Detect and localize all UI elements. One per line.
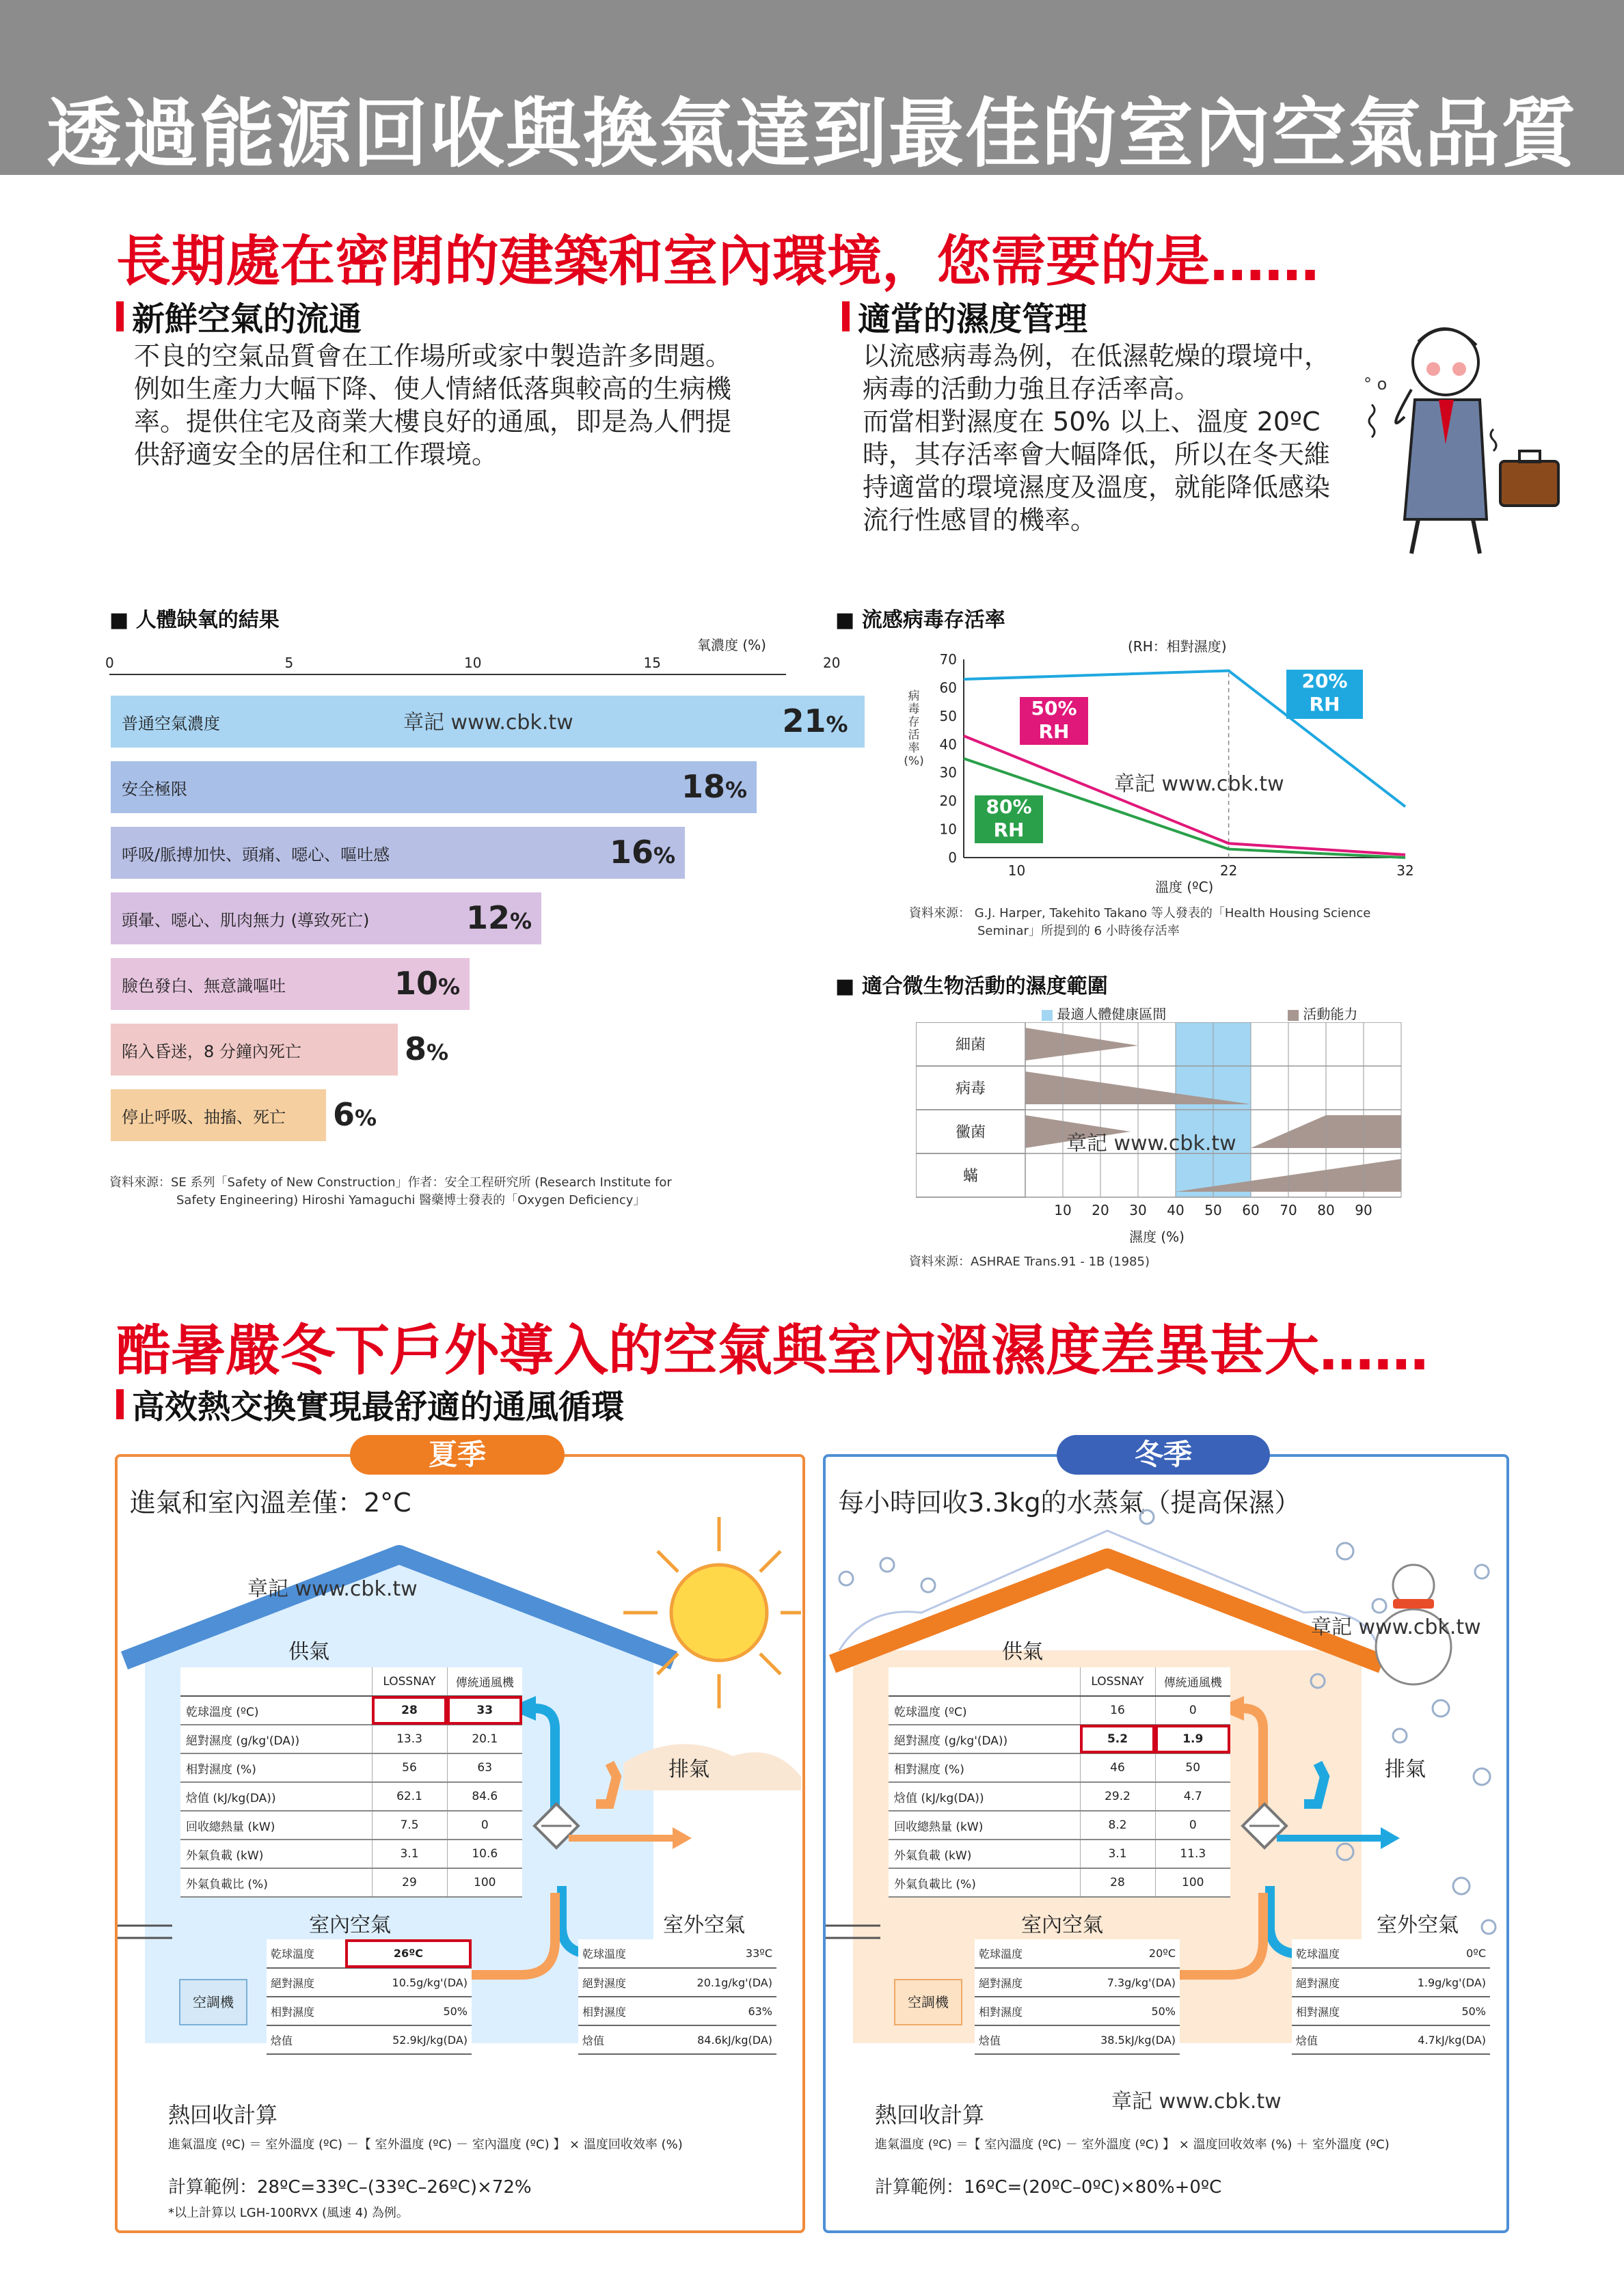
indoor-air-label: 室內空氣 [309, 1913, 391, 1937]
cell: 29 [372, 1868, 447, 1897]
table-row [889, 1811, 1230, 1840]
oxygen-value-number: 21 [782, 702, 826, 739]
row-label: 焓值 [975, 2025, 1053, 2054]
flu-x-tick: 10 [1007, 862, 1026, 879]
fresh-air-text [134, 340, 804, 471]
summer-calc-title: 熱回收計算 [168, 2102, 278, 2128]
watermark: 章記 www.cbk.tw [403, 711, 573, 735]
cell: 10.6 [447, 1840, 522, 1868]
oxygen-bar-label: 呼吸/脈搏加快、頭痛、噁心、嘔吐感 [122, 845, 390, 864]
cell: 84.6 [447, 1782, 522, 1811]
micro-x-tick: 50 [1204, 1202, 1222, 1218]
micro-x-tick: 10 [1054, 1202, 1072, 1218]
cell: 28 [1080, 1868, 1155, 1897]
source-line: Seminar」所提到的 6 小時後存活率 [977, 924, 1180, 938]
cell: 46 [1080, 1753, 1155, 1782]
legend-comfort [1042, 1003, 1166, 1023]
table-row [975, 1997, 1180, 2025]
row-label: 焓值 [267, 2025, 345, 2054]
oxygen-bar-label: 臉色發白、無意識嘔吐 [122, 976, 286, 996]
table-row [267, 1939, 472, 1968]
cell: 50% [1372, 1997, 1490, 2025]
table-row [180, 1725, 522, 1753]
oxygen-bar-label: 停止呼吸、抽搐、死亡 [122, 1107, 286, 1127]
table-row [180, 1811, 522, 1840]
oxygen-value-unit: % [427, 1039, 449, 1065]
table-row [180, 1840, 522, 1868]
oxygen-tick-label: 20 [823, 655, 841, 671]
microbe-label: 蟎 [962, 1168, 979, 1185]
table-row [267, 1968, 472, 1997]
table-row [578, 1997, 776, 2025]
text-line: 而當相對濕度在 50% 以上、溫度 20ºC [863, 407, 1321, 437]
row-label: 回收總熱量 (kW) [180, 1811, 372, 1840]
table-row [180, 1753, 522, 1782]
row-label: 乾球溫度 (ºC) [889, 1696, 1080, 1725]
oxygen-value-number: 10 [394, 965, 439, 1002]
cell: 0 [1155, 1811, 1230, 1840]
micro-chart-title: ■ 適合微生物活動的濕度範圍 [835, 974, 1108, 998]
micro-x-label: 濕度 (%) [1129, 1229, 1185, 1245]
cell: 8.2 [1080, 1811, 1155, 1840]
micro-title-text: 適合微生物活動的濕度範圍 [861, 974, 1108, 998]
rh20-tag [1286, 670, 1363, 719]
cell: 33ºC [654, 1939, 776, 1968]
cell: 63% [654, 1997, 776, 2025]
micro-x-tick: 70 [1280, 1202, 1297, 1218]
tag-line: 50% [1031, 697, 1077, 720]
row-label: 乾球溫度 [578, 1939, 654, 1968]
oxygen-tick-label: 5 [284, 655, 294, 671]
oxygen-value-unit: % [355, 1105, 377, 1131]
table-row [1292, 1997, 1490, 2025]
activity-shape [1025, 1028, 1138, 1061]
oxygen-bar [111, 1024, 398, 1076]
text-line: 病毒的活動力強且存活率高。 [863, 374, 1201, 404]
summer-outdoor-table [578, 1939, 776, 2055]
watermark: 章記 www.cbk.tw [1311, 1615, 1481, 1639]
table-row [889, 1840, 1230, 1868]
flu-y-tick: 40 [939, 736, 957, 753]
section2-heading: 酷暑嚴冬下戶外導入的空氣與室內溫濕度差異甚大…… [116, 1319, 1429, 1382]
oxygen-tick-label: 10 [464, 655, 482, 671]
table-row [578, 2025, 776, 2054]
micro-x-tick: 90 [1355, 1202, 1372, 1218]
flu-y-label: 病毒存活率 (%) [904, 689, 924, 768]
summer-example: 計算範例：28ºC=33ºC–(33ºC–26ºC)×72% [168, 2177, 532, 2198]
tag-line: RH [1309, 693, 1340, 715]
summer-footnote: *以上計算以 LGH-100RVX (風速 4) 為例。 [168, 2206, 409, 2220]
cell: 7.5 [372, 1811, 447, 1840]
row-label: 乾球溫度 (ºC) [180, 1696, 372, 1725]
oxygen-bar-value [681, 768, 747, 805]
source-line: 資料來源：SE 系列「Safety of New Construction」作者：安全工程研究所 (Research Institute for [109, 1175, 672, 1190]
cell: 26ºC [345, 1939, 472, 1968]
watermark: 章記 www.cbk.tw [1114, 772, 1284, 796]
rh50-tag [1020, 697, 1088, 745]
flu-x-tick: 22 [1219, 862, 1238, 879]
text-line: 持適當的環境濕度及溫度，就能降低感染 [863, 472, 1331, 502]
row-label: 絕對濕度 [267, 1968, 345, 1997]
oxygen-bar-value [783, 702, 848, 739]
oxygen-tick-label: 15 [643, 655, 661, 671]
source-line: Safety Engineering) Hiroshi Yamaguchi 醫藥博士發表的「Oxygen Deficiency」 [176, 1193, 646, 1207]
flu-rh-note: (RH：相對濕度) [1128, 638, 1227, 655]
oxygen-title-text: 人體缺氧的結果 [135, 608, 280, 632]
lossnay-header: LOSSNAY [1080, 1667, 1155, 1696]
oxygen-value-number: 18 [681, 768, 726, 805]
row-label: 焓值 (kJ/kg(DA)) [889, 1782, 1080, 1811]
humidity-text [863, 340, 1382, 536]
cell: 3.1 [372, 1840, 447, 1868]
oxygen-value-unit: % [826, 711, 848, 737]
oxygen-value-number: 8 [405, 1030, 427, 1067]
cell: 0 [1155, 1696, 1230, 1725]
table-row [889, 1782, 1230, 1811]
table-row [975, 1968, 1180, 1997]
flu-y-tick: 10 [939, 821, 957, 838]
table-row [1292, 1939, 1490, 1968]
cell: 4.7 [1155, 1782, 1230, 1811]
row-label: 乾球溫度 [975, 1939, 1053, 1968]
table-row [180, 1868, 522, 1897]
summer-headline: 進氣和室內溫差僅：2°C [130, 1488, 411, 1518]
text-line: 不良的空氣品質會在工作場所或家中製造許多問題。 [134, 341, 732, 371]
oxygen-bar [111, 1089, 326, 1141]
humidity-subtitle [842, 292, 1087, 340]
ac-unit: 空調機 [894, 1979, 962, 2025]
oxygen-bar-value [405, 1030, 448, 1067]
cell: 38.5kJ/kg(DA) [1053, 2025, 1180, 2054]
legend-text: 最適人體健康區間 [1057, 1006, 1167, 1022]
row-label: 絕對濕度 [1292, 1968, 1372, 1997]
cell: 16 [1080, 1696, 1155, 1725]
cell: 20ºC [1053, 1939, 1180, 1968]
table-row [889, 1753, 1230, 1782]
row-label: 焓值 [578, 2025, 654, 2054]
row-label: 相對濕度 [267, 1997, 345, 2025]
red-marker [842, 301, 850, 331]
outdoor-air-label: 室外空氣 [663, 1913, 745, 1937]
cell: 62.1 [372, 1782, 447, 1811]
tag-line: 20% [1301, 670, 1348, 692]
cell: 4.7kJ/kg(DA) [1372, 2025, 1490, 2054]
watermark: 章記 www.cbk.tw [1111, 2090, 1282, 2114]
cell: 100 [447, 1868, 522, 1897]
cell: 0 [447, 1811, 522, 1840]
table-row [889, 1696, 1230, 1725]
micro-x-tick: 40 [1167, 1202, 1185, 1218]
flu-x-label: 溫度 (ºC) [1155, 879, 1214, 895]
row-label: 乾球溫度 [1292, 1939, 1372, 1968]
flu-title-text: 流感病毒存活率 [861, 608, 1005, 632]
oxygen-bar-value [466, 899, 532, 936]
source-line: 資料來源： G.J. Harper, Takehito Takano 等人發表的「Health Housing Science [909, 906, 1371, 920]
cell: 28 [372, 1696, 447, 1725]
fresh-air-title: 新鮮空氣的流通 [132, 300, 362, 338]
cell: 63 [447, 1753, 522, 1782]
row-label: 相對濕度 [578, 1997, 654, 2025]
cell: 52.9kJ/kg(DA) [345, 2025, 472, 2054]
red-marker [116, 1389, 124, 1419]
flu-source [909, 905, 1370, 940]
oxygen-bar-label: 陷入昏迷，8 分鐘內死亡 [122, 1041, 301, 1061]
winter-comparison-table [889, 1667, 1230, 1898]
text-line: 流行性感冒的機率。 [863, 505, 1097, 535]
exhaust-label: 排氣 [1385, 1758, 1426, 1781]
micro-source: 資料來源：ASHRAE Trans.91 - 1B (1985) [909, 1255, 1150, 1269]
section1-heading: 長期處在密閉的建築和室內環境，您需要的是…… [116, 230, 1319, 293]
table-row [889, 1868, 1230, 1897]
outdoor-air-label: 室外空氣 [1377, 1913, 1459, 1937]
cell: 11.3 [1155, 1840, 1230, 1868]
indoor-air-label: 室內空氣 [1021, 1913, 1103, 1937]
winter-calc-title: 熱回收計算 [875, 2102, 985, 2128]
table-row [1292, 1968, 1490, 1997]
cell: 84.6kJ/kg(DA) [654, 2025, 776, 2054]
flu-y-tick: 30 [939, 764, 957, 781]
micro-x-tick: 80 [1317, 1202, 1335, 1218]
row-label: 相對濕度 [975, 1997, 1053, 2025]
humidity-title: 適當的濕度管理 [858, 300, 1088, 338]
cell: 1.9g/kg'(DA) [1372, 1968, 1490, 1997]
oxygen-bar-label: 普通空氣濃度 [122, 713, 220, 733]
text-line: 率。提供住宅及商業大樓良好的通風，即是為人們提 [134, 407, 732, 437]
cell: 50% [345, 1997, 472, 2025]
table-row [578, 1968, 776, 1997]
cell: 3.1 [1080, 1840, 1155, 1868]
winter-example: 計算範例：16ºC=(20ºC–0ºC)×80%+0ºC [875, 2177, 1222, 2198]
micro-x-tick: 20 [1092, 1202, 1109, 1218]
row-label: 焓值 (kJ/kg(DA)) [180, 1782, 372, 1811]
ac-unit: 空調機 [179, 1979, 247, 2025]
rh80-tag [975, 795, 1043, 843]
microbe-label: 黴菌 [955, 1124, 986, 1141]
cell: 13.3 [372, 1725, 447, 1753]
summer-indoor-table [267, 1939, 472, 2055]
exhaust-label: 排氣 [668, 1758, 709, 1781]
text-line: 以流感病毒為例，在低濕乾燥的環境中， [863, 341, 1331, 371]
table-row [267, 1997, 472, 2025]
text-line: 例如生產力大幅下降、使人情緒低落與較高的生病機 [134, 374, 732, 404]
header-blank [180, 1667, 372, 1696]
cell: 56 [372, 1753, 447, 1782]
oxygen-value-number: 12 [466, 899, 511, 936]
oxygen-tick-label: 0 [105, 655, 114, 671]
microbe-label: 病毒 [955, 1080, 986, 1097]
row-label: 相對濕度 (%) [889, 1753, 1080, 1782]
oxygen-value-unit: % [510, 908, 532, 934]
text-line: 時，其存活率會大幅降低，所以在冬天維 [863, 439, 1331, 469]
table-row [975, 1939, 1180, 1968]
cell: 100 [1155, 1868, 1230, 1897]
text-line: 供舒適安全的居住和工作環境。 [134, 439, 498, 469]
oxygen-axis-line [109, 674, 786, 675]
oxygen-bar [111, 761, 757, 813]
watermark: 章記 www.cbk.tw [1066, 1132, 1236, 1156]
oxygen-value-number: 16 [610, 834, 654, 871]
micro-x-tick: 60 [1242, 1202, 1260, 1218]
row-label: 相對濕度 [1292, 1997, 1372, 2025]
heat-exchange-subtitle [116, 1380, 624, 1427]
conventional-header: 傳統通風機 [447, 1667, 522, 1696]
table-row [180, 1696, 522, 1725]
row-label: 外氣負載比 (%) [180, 1868, 372, 1897]
oxygen-bar [111, 827, 685, 879]
winter-indoor-table [975, 1939, 1180, 2055]
row-label: 外氣負載 (kW) [180, 1840, 372, 1868]
table-row [889, 1725, 1230, 1753]
oxygen-axis-label: 氧濃度 (%) [697, 637, 766, 653]
table-row [1292, 2025, 1490, 2054]
summer-badge: 夏季 [350, 1435, 565, 1475]
flu-y-tick: 0 [948, 849, 957, 866]
row-label: 絕對濕度 (g/kg'(DA)) [889, 1725, 1080, 1753]
row-label: 乾球溫度 [267, 1939, 345, 1968]
tag-line: 80% [986, 795, 1032, 818]
heat-exchange-title: 高效熱交換實現最舒適的通風循環 [132, 1388, 625, 1426]
row-label: 絕對濕度 [578, 1968, 654, 1997]
supply-label: 供氣 [288, 1640, 329, 1664]
legend-swatch [1288, 1010, 1299, 1021]
cell: 20.1g/kg'(DA) [654, 1968, 776, 1997]
flu-y-tick: 20 [939, 793, 957, 810]
cell: 33 [447, 1696, 522, 1725]
row-label: 外氣負載比 (%) [889, 1868, 1080, 1897]
oxygen-bar-value [610, 834, 675, 871]
cell: 7.3g/kg'(DA) [1053, 1968, 1180, 1997]
flu-x-tick: 32 [1396, 862, 1414, 879]
cell: 29.2 [1080, 1782, 1155, 1811]
oxygen-bar-value [333, 1096, 377, 1133]
winter-headline: 每小時回收3.3kg的水蒸氣（提高保濕） [838, 1488, 1301, 1518]
row-label: 相對濕度 (%) [180, 1753, 372, 1782]
cell: 50% [1053, 1997, 1180, 2025]
winter-badge: 冬季 [1057, 1435, 1270, 1475]
oxygen-value-unit: % [653, 843, 676, 869]
table-row [267, 2025, 472, 2054]
flu-y-tick: 70 [939, 651, 957, 668]
supply-label: 供氣 [1002, 1640, 1043, 1664]
fresh-air-subtitle [116, 292, 362, 340]
table-row [975, 2025, 1180, 2054]
tag-line: RH [1038, 720, 1070, 743]
oxygen-source [109, 1174, 672, 1210]
lossnay-header: LOSSNAY [372, 1667, 447, 1696]
header-blank [889, 1667, 1080, 1696]
row-label: 外氣負載 (kW) [889, 1840, 1080, 1868]
summer-formula: 進氣溫度 (ºC) ＝ 室外溫度 (ºC) －【 室外溫度 (ºC) － 室內溫度 (ºC) 】 × 溫度回收效率 (%) [168, 2137, 683, 2152]
red-marker [116, 301, 124, 331]
winter-formula: 進氣溫度 (ºC) ＝【 室內溫度 (ºC) － 室外溫度 (ºC) 】 × 溫度回收效率 (%) ＋ 室外溫度 (ºC) [875, 2137, 1390, 2152]
oxygen-value-unit: % [438, 974, 461, 1000]
cell: 50 [1155, 1753, 1230, 1782]
oxygen-bar-label: 安全極限 [122, 779, 187, 799]
oxygen-value-unit: % [725, 777, 748, 803]
flu-chart-title: ■ 流感病毒存活率 [835, 608, 1005, 632]
oxygen-bar-value [394, 965, 460, 1002]
page-title: 透過能源回收與換氣達到最佳的室內空氣品質 [46, 90, 1578, 178]
row-label: 絕對濕度 [975, 1968, 1053, 1997]
table-row [578, 1939, 776, 1968]
cell: 10.5g/kg'(DA) [345, 1968, 472, 1997]
cell: 5.2 [1080, 1725, 1155, 1753]
oxygen-chart-title: ■ 人體缺氧的結果 [109, 608, 280, 632]
row-label: 焓值 [1292, 2025, 1372, 2054]
watermark: 章記 www.cbk.tw [247, 1577, 418, 1601]
micro-x-tick: 30 [1129, 1202, 1147, 1218]
legend-swatch [1042, 1010, 1053, 1021]
microbe-label: 細菌 [955, 1037, 986, 1054]
sick-businessman-illustration [1364, 314, 1569, 560]
table-row [180, 1782, 522, 1811]
legend-activity [1288, 1003, 1357, 1023]
flu-y-tick: 60 [939, 679, 957, 696]
row-label: 絕對濕度 (g/kg'(DA)) [180, 1725, 372, 1753]
winter-outdoor-table [1292, 1939, 1490, 2055]
svg-text:° o: ° o [1364, 374, 1388, 394]
oxygen-value-number: 6 [333, 1096, 355, 1133]
cell: 1.9 [1155, 1725, 1230, 1753]
tag-line: RH [993, 819, 1025, 841]
oxygen-bar-label: 頭暈、噁心、肌肉無力 (導致死亡) [122, 910, 370, 930]
row-label: 回收總熱量 (kW) [889, 1811, 1080, 1840]
conventional-header: 傳統通風機 [1155, 1667, 1230, 1696]
cell: 0ºC [1372, 1939, 1490, 1968]
flu-y-tick: 50 [939, 707, 957, 724]
summer-comparison-table [180, 1667, 522, 1898]
cell: 20.1 [447, 1725, 522, 1753]
legend-text: 活動能力 [1303, 1006, 1358, 1022]
